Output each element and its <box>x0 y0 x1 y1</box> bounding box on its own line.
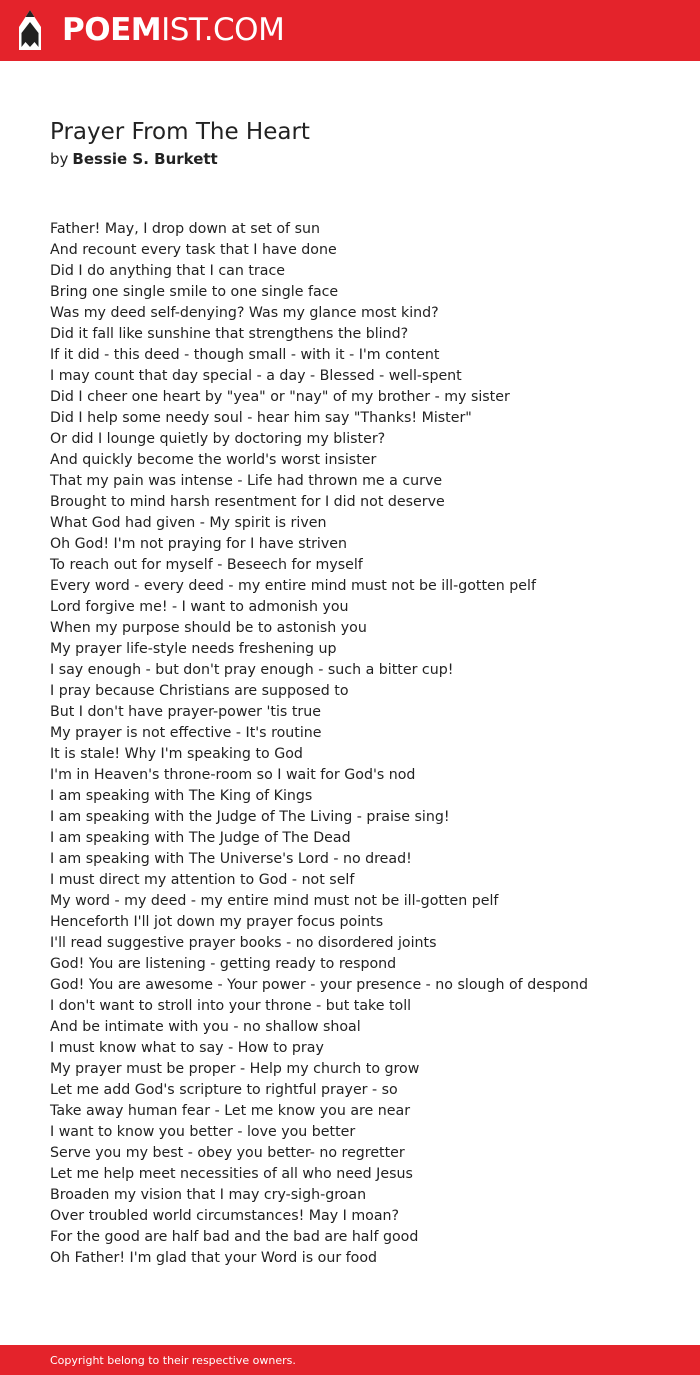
poem-line: Father! May, I drop down at set of sun <box>50 221 320 237</box>
poem-line: I must direct my attention to God - not self <box>50 872 355 888</box>
poem-line: I am speaking with The King of Kings <box>50 788 313 804</box>
poem-line: Was my deed self-denying? Was my glance most kind? <box>50 305 439 321</box>
poem-line: Did I help some needy soul - hear him say "Thanks! Mister" <box>50 410 472 426</box>
poem-line: That my pain was intense - Life had thrown me a curve <box>50 473 443 489</box>
poem-line: Let me help meet necessities of all who need Jesus <box>50 1166 413 1182</box>
poem-line: My prayer is not effective - It's routine <box>50 725 322 741</box>
poem-line: I pray because Christians are supposed to <box>50 683 349 699</box>
poem-line: Broaden my vision that I may cry-sigh-groan <box>50 1187 367 1203</box>
pencil-tip-icon <box>17 9 43 51</box>
poem-line: I'll read suggestive prayer books - no disordered joints <box>50 935 437 951</box>
poem-line: I am speaking with The Judge of The Dead <box>50 830 351 846</box>
poem-line: God! You are listening - getting ready to respond <box>50 956 397 972</box>
poem-line: I am speaking with the Judge of The Living - praise sing! <box>50 809 450 825</box>
poem-line: I don't want to stroll into your throne - but take toll <box>50 998 412 1014</box>
poem-author: Bessie S. Burkett <box>72 150 218 168</box>
poem-line: Oh God! I'm not praying for I have striven <box>50 536 347 552</box>
poem-title: Prayer From The Heart <box>50 119 310 145</box>
poem-line: I want to know you better - love you better <box>50 1124 356 1140</box>
poem-line: Bring one single smile to one single face <box>50 284 339 300</box>
poem-line: My prayer life-style needs freshening up <box>50 641 337 657</box>
by-label: by <box>50 150 69 168</box>
poem-line: But I don't have prayer-power 'tis true <box>50 704 321 720</box>
poem-line: My word - my deed - my entire mind must not be ill-gotten pelf <box>50 893 499 909</box>
poem-line: I'm in Heaven's throne-room so I wait for God's nod <box>50 767 416 783</box>
poem-line: When my purpose should be to astonish you <box>50 620 367 636</box>
poem-line: Let me add God's scripture to rightful prayer - so <box>50 1082 398 1098</box>
poem-line: I say enough - but don't pray enough - such a bitter cup! <box>50 662 454 678</box>
site-footer <box>0 1345 700 1375</box>
poem-line: And quickly become the world's worst insister <box>50 452 377 468</box>
poem-line: If it did - this deed - though small - with it - I'm content <box>50 347 440 363</box>
poem-line: Lord forgive me! - I want to admonish you <box>50 599 349 615</box>
poem-byline <box>50 148 218 170</box>
poem-line: For the good are half bad and the bad are half good <box>50 1229 419 1245</box>
logo-text-bold: POEM <box>62 12 162 48</box>
poem-body <box>50 219 690 1269</box>
poem-line: I must know what to say - How to pray <box>50 1040 324 1056</box>
poem-line: Did I cheer one heart by "yea" or "nay" of my brother - my sister <box>50 389 510 405</box>
poem-line: Brought to mind harsh resentment for I did not deserve <box>50 494 445 510</box>
poem-line: Serve you my best - obey you better- no regretter <box>50 1145 405 1161</box>
poem-line: Did it fall like sunshine that strengthens the blind? <box>50 326 409 342</box>
poem-line: Over troubled world circumstances! May I moan? <box>50 1208 400 1224</box>
site-logo[interactable] <box>62 12 284 48</box>
poem-line: And recount every task that I have done <box>50 242 337 258</box>
poem-line: God! You are awesome - Your power - your presence - no slough of despond <box>50 977 588 993</box>
poem-line: I may count that day special - a day - Blessed - well-spent <box>50 368 462 384</box>
logo-text-light: IST.COM <box>161 12 285 48</box>
poem-line: I am speaking with The Universe's Lord - no dread! <box>50 851 412 867</box>
poem-line: To reach out for myself - Beseech for myself <box>50 557 363 573</box>
site-header <box>0 0 700 61</box>
poem-line: Or did I lounge quietly by doctoring my blister? <box>50 431 386 447</box>
poem-line: My prayer must be proper - Help my church to grow <box>50 1061 420 1077</box>
poem-line: What God had given - My spirit is riven <box>50 515 327 531</box>
poem-line: Every word - every deed - my entire mind must not be ill-gotten pelf <box>50 578 536 594</box>
poem-line: And be intimate with you - no shallow shoal <box>50 1019 361 1035</box>
poem-line: Take away human fear - Let me know you are near <box>50 1103 411 1119</box>
poem-line: It is stale! Why I'm speaking to God <box>50 746 303 762</box>
poem-line: Henceforth I'll jot down my prayer focus points <box>50 914 384 930</box>
copyright-notice: Copyright belong to their respective owners. <box>50 1354 296 1367</box>
poem-line: Did I do anything that I can trace <box>50 263 285 279</box>
poem-line: Oh Father! I'm glad that your Word is our food <box>50 1250 378 1266</box>
